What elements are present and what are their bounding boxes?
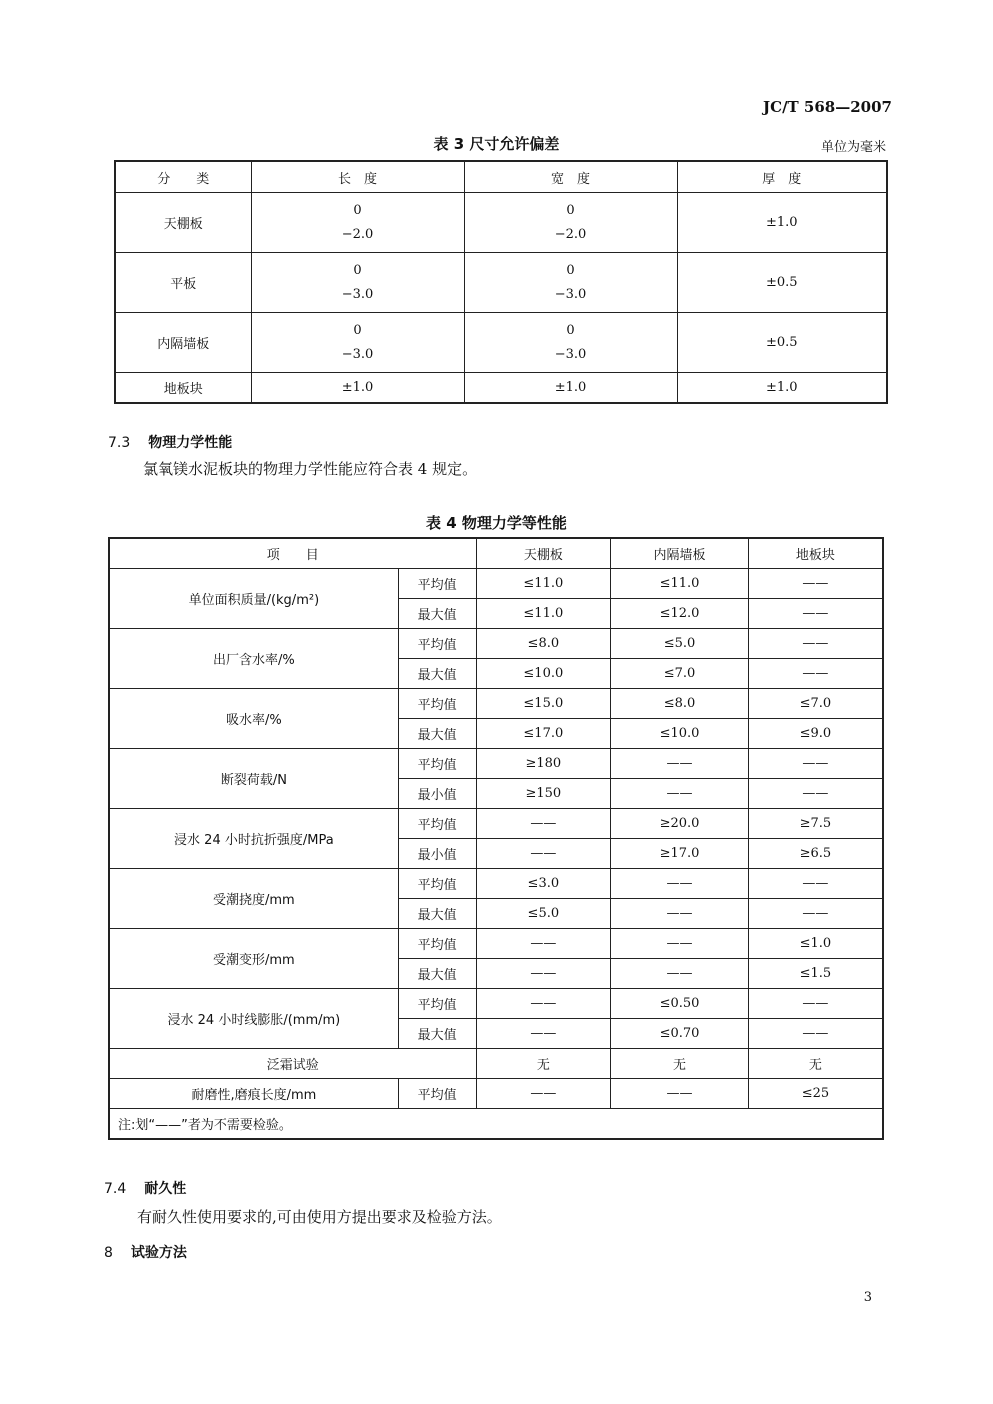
value-cell: —— bbox=[748, 749, 883, 779]
value-cell: ≤11.0 bbox=[476, 599, 611, 629]
value-cell: ≤5.0 bbox=[476, 899, 611, 929]
value-cell: ≤8.0 bbox=[476, 629, 611, 659]
section-7-3-heading: 7.3 物理力学性能 bbox=[108, 435, 233, 451]
tolerance-cell: 0 −2.0 bbox=[251, 193, 464, 253]
table4-header: 内隔墙板 bbox=[611, 538, 749, 569]
stat-cell: 最大值 bbox=[398, 599, 476, 629]
value-cell: —— bbox=[476, 959, 611, 989]
table3-header-row bbox=[115, 161, 887, 193]
table3-header: 长 度 bbox=[251, 161, 464, 193]
table3-title: 表 3 尺寸允许偏差 bbox=[433, 135, 560, 153]
value-cell: —— bbox=[748, 629, 883, 659]
table4-header-row bbox=[109, 538, 883, 569]
table-row bbox=[109, 749, 883, 779]
table-row bbox=[115, 193, 887, 253]
value-cell: —— bbox=[748, 899, 883, 929]
table-row bbox=[109, 1049, 883, 1079]
stat-cell: 平均值 bbox=[398, 569, 476, 599]
stat-cell: 平均值 bbox=[398, 749, 476, 779]
item-cell: 吸水率/% bbox=[109, 689, 398, 749]
stat-cell: 最大值 bbox=[398, 719, 476, 749]
value-cell: —— bbox=[748, 569, 883, 599]
value-cell: ≤3.0 bbox=[476, 869, 611, 899]
category-cell: 内隔墙板 bbox=[115, 313, 251, 373]
value-cell: —— bbox=[748, 599, 883, 629]
stat-cell: 最大值 bbox=[398, 1019, 476, 1049]
section-8-heading: 8 试验方法 bbox=[104, 1245, 187, 1261]
value-cell: —— bbox=[611, 929, 749, 959]
value-cell: —— bbox=[476, 1019, 611, 1049]
stat-cell: 平均值 bbox=[398, 809, 476, 839]
value-cell: 无 bbox=[748, 1049, 883, 1079]
tolerance-cell: ±1.0 bbox=[251, 373, 464, 403]
tolerance-cell: ±1.0 bbox=[464, 373, 677, 403]
stat-cell: 最小值 bbox=[398, 779, 476, 809]
value-cell: ≤10.0 bbox=[476, 659, 611, 689]
value-cell: ≤10.0 bbox=[611, 719, 749, 749]
value-cell: —— bbox=[748, 1019, 883, 1049]
value-cell: 无 bbox=[611, 1049, 749, 1079]
category-cell: 天棚板 bbox=[115, 193, 251, 253]
table-row bbox=[109, 869, 883, 899]
tolerance-cell: ±0.5 bbox=[677, 253, 887, 313]
table-note-row bbox=[109, 1109, 883, 1140]
tolerance-cell: 0 −3.0 bbox=[251, 313, 464, 373]
value-cell: ≤15.0 bbox=[476, 689, 611, 719]
table-row bbox=[109, 689, 883, 719]
item-cell: 出厂含水率/% bbox=[109, 629, 398, 689]
table-row bbox=[109, 569, 883, 599]
table4-header: 地板块 bbox=[748, 538, 883, 569]
table4-title: 表 4 物理力学等性能 bbox=[426, 514, 567, 532]
value-cell: —— bbox=[611, 779, 749, 809]
value-cell: ≤7.0 bbox=[611, 659, 749, 689]
section-7-3-text: 氯氧镁水泥板块的物理力学性能应符合表 4 规定。 bbox=[143, 460, 478, 478]
value-cell: 无 bbox=[476, 1049, 611, 1079]
table-row bbox=[109, 1079, 883, 1109]
tolerance-cell: 0 −2.0 bbox=[464, 193, 677, 253]
table4-note: 注:划“——”者为不需要检验。 bbox=[109, 1109, 883, 1140]
value-cell: ≤11.0 bbox=[476, 569, 611, 599]
table3 bbox=[114, 160, 888, 404]
value-cell: ≥17.0 bbox=[611, 839, 749, 869]
stat-cell: 最大值 bbox=[398, 959, 476, 989]
value-cell: —— bbox=[748, 989, 883, 1019]
tolerance-cell: 0 −3.0 bbox=[464, 253, 677, 313]
standard-code: JC/T 568—2007 bbox=[763, 98, 892, 116]
value-cell: —— bbox=[611, 869, 749, 899]
value-cell: —— bbox=[476, 929, 611, 959]
page-number: 3 bbox=[863, 1290, 872, 1305]
stat-cell: 平均值 bbox=[398, 629, 476, 659]
table4-header: 天棚板 bbox=[476, 538, 611, 569]
item-cell: 浸水 24 小时线膨胀/(mm/m) bbox=[109, 989, 398, 1049]
table4 bbox=[108, 537, 884, 1140]
value-cell: ≤12.0 bbox=[611, 599, 749, 629]
stat-cell: 最大值 bbox=[398, 659, 476, 689]
stat-cell: 平均值 bbox=[398, 1079, 476, 1109]
value-cell: ≥7.5 bbox=[748, 809, 883, 839]
item-cell: 单位面积质量/(kg/m²) bbox=[109, 569, 398, 629]
table-row bbox=[115, 313, 887, 373]
item-cell: 断裂荷载/N bbox=[109, 749, 398, 809]
item-cell: 浸水 24 小时抗折强度/MPa bbox=[109, 809, 398, 869]
table-row bbox=[109, 809, 883, 839]
stat-cell: 平均值 bbox=[398, 869, 476, 899]
value-cell: ≥180 bbox=[476, 749, 611, 779]
table4-header: 项 目 bbox=[109, 538, 476, 569]
table-row bbox=[109, 629, 883, 659]
tolerance-cell: ±1.0 bbox=[677, 373, 887, 403]
tolerance-cell: 0 −3.0 bbox=[464, 313, 677, 373]
value-cell: ≥150 bbox=[476, 779, 611, 809]
table3-header: 分 类 bbox=[115, 161, 251, 193]
value-cell: ≤7.0 bbox=[748, 689, 883, 719]
table3-unit: 单位为毫米 bbox=[820, 140, 886, 155]
value-cell: ≤9.0 bbox=[748, 719, 883, 749]
value-cell: ≤17.0 bbox=[476, 719, 611, 749]
stat-cell: 平均值 bbox=[398, 689, 476, 719]
item-cell: 受潮挠度/mm bbox=[109, 869, 398, 929]
tolerance-cell: ±0.5 bbox=[677, 313, 887, 373]
value-cell: —— bbox=[476, 989, 611, 1019]
value-cell: ≤8.0 bbox=[611, 689, 749, 719]
value-cell: ≥20.0 bbox=[611, 809, 749, 839]
value-cell: —— bbox=[748, 779, 883, 809]
value-cell: —— bbox=[476, 809, 611, 839]
item-cell: 耐磨性,磨痕长度/mm bbox=[109, 1079, 398, 1109]
table-row bbox=[115, 373, 887, 403]
value-cell: ≤1.5 bbox=[748, 959, 883, 989]
stat-cell: 最小值 bbox=[398, 839, 476, 869]
value-cell: ≤1.0 bbox=[748, 929, 883, 959]
category-cell: 平板 bbox=[115, 253, 251, 313]
value-cell: —— bbox=[611, 1079, 749, 1109]
item-cell: 泛霜试验 bbox=[109, 1049, 476, 1079]
table-row bbox=[109, 929, 883, 959]
section-7-4-text: 有耐久性使用要求的,可由使用方提出要求及检验方法。 bbox=[137, 1208, 502, 1226]
value-cell: —— bbox=[748, 869, 883, 899]
table3-header: 厚 度 bbox=[677, 161, 887, 193]
value-cell: ≥6.5 bbox=[748, 839, 883, 869]
item-cell: 受潮变形/mm bbox=[109, 929, 398, 989]
stat-cell: 平均值 bbox=[398, 929, 476, 959]
value-cell: ≤5.0 bbox=[611, 629, 749, 659]
stat-cell: 最大值 bbox=[398, 899, 476, 929]
value-cell: —— bbox=[748, 659, 883, 689]
value-cell: ≤11.0 bbox=[611, 569, 749, 599]
value-cell: —— bbox=[476, 1079, 611, 1109]
value-cell: ≤0.70 bbox=[611, 1019, 749, 1049]
value-cell: —— bbox=[476, 839, 611, 869]
value-cell: —— bbox=[611, 899, 749, 929]
table-row bbox=[115, 253, 887, 313]
category-cell: 地板块 bbox=[115, 373, 251, 403]
value-cell: —— bbox=[611, 749, 749, 779]
stat-cell: 平均值 bbox=[398, 989, 476, 1019]
table3-header: 宽 度 bbox=[464, 161, 677, 193]
value-cell: ≤0.50 bbox=[611, 989, 749, 1019]
value-cell: ≤25 bbox=[748, 1079, 883, 1109]
table-row bbox=[109, 989, 883, 1019]
tolerance-cell: 0 −3.0 bbox=[251, 253, 464, 313]
section-7-4-heading: 7.4 耐久性 bbox=[104, 1181, 187, 1197]
tolerance-cell: ±1.0 bbox=[677, 193, 887, 253]
value-cell: —— bbox=[611, 959, 749, 989]
